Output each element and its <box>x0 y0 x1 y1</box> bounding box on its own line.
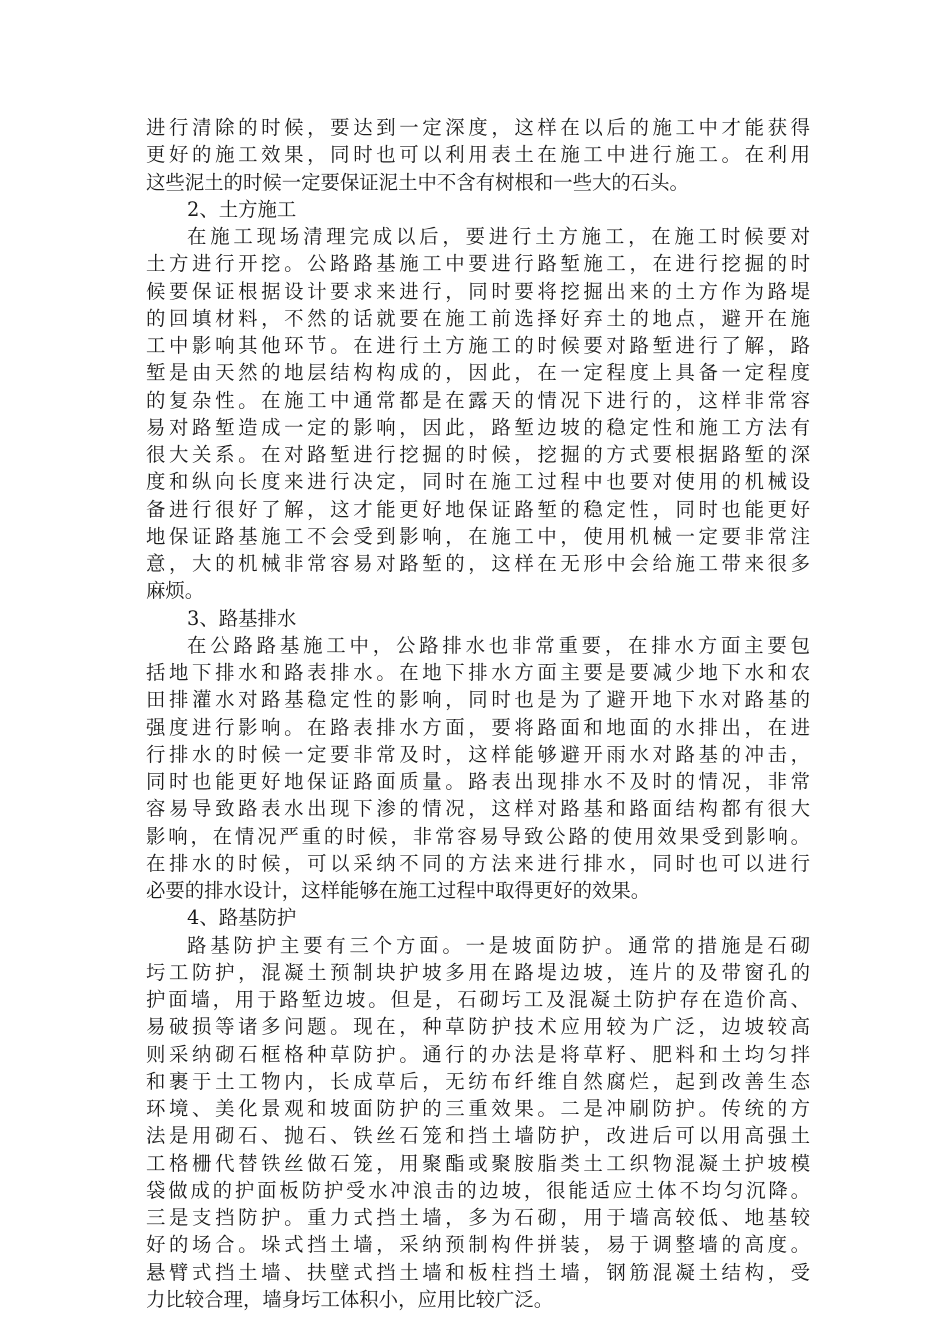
text-line: 更好的施工效果，同时也可以利用表土在施工中进行施工。在利用 <box>146 143 810 167</box>
text-line: 备进行很好了解，这才能更好地保证路堑的稳定性，同时也能更好 <box>146 497 810 521</box>
section-heading <box>146 196 810 223</box>
text-line: 在施工现场清理完成以后，要进行土方施工，在施工时候要对 <box>187 225 810 248</box>
text-line: 和裹于土工物内，长成草后，无纺布纤维自然腐烂，起到改善生态 <box>146 1069 810 1093</box>
text-line: 圬工防护，混凝土预制块护坡多用在路堤边坡，连片的及带窗孔的 <box>146 960 810 984</box>
text-line: 悬臂式挡土墙、扶壁式挡土墙和板柱挡土墙，钢筋混凝土结构，受 <box>146 1260 810 1284</box>
text-line: 易破损等诸多问题。现在，种草防护技术应用较为广泛，边坡较高 <box>146 1015 810 1039</box>
body-paragraph <box>146 632 810 905</box>
text-line: 在公路路基施工中，公路排水也非常重要，在排水方面主要包 <box>187 633 810 657</box>
body-paragraph <box>146 223 810 605</box>
text-line: 度和纵向长度来进行决定，同时在施工过程中也要对使用的机械设 <box>146 470 810 494</box>
text-line: 好的场合。垛式挡土墙，采纳预制构件拼装，易于调整墙的高度。 <box>146 1233 810 1257</box>
text-line: 护面墙，用于路堑边坡。但是，石砌圬工及混凝土防护存在造价高、 <box>146 988 810 1011</box>
text-line: 这些泥土的时候一定要保证泥土中不含有树根和一些大的石头。 <box>146 170 689 194</box>
text-line: 环境、美化景观和坡面防护的三重效果。二是冲刷防护。传统的方 <box>146 1097 810 1120</box>
text-line: 地保证路基施工不会受到影响，在施工中，使用机械一定要非常注 <box>146 524 810 548</box>
section-heading <box>146 605 810 632</box>
text-line: 堑是由天然的地层结构构成的，因此，在一定程度上具备一定程度 <box>146 361 810 385</box>
text-line: 土方进行开挖。公路路基施工中要进行路堑施工，在进行挖掘的时 <box>146 252 810 276</box>
text-line: 3、路基排水 <box>187 606 297 630</box>
text-line: 意，大的机械非常容易对路堑的，这样在无形中会给施工带来很多 <box>146 552 810 575</box>
text-line: 在排水的时候，可以采纳不同的方法来进行排水，同时也可以进行 <box>146 851 810 875</box>
text-line: 容易导致路表水出现下渗的情况，这样对路基和路面结构都有很大 <box>146 797 810 821</box>
text-line: 行排水的时候一定要非常及时，这样能够避开雨水对路基的冲击， <box>146 742 810 766</box>
text-line: 工中影响其他环节。在进行土方施工的时候要对路堑进行了解，路 <box>146 334 810 357</box>
text-line: 路基防护主要有三个方面。一是坡面防护。通常的措施是石砌 <box>187 933 810 957</box>
text-line: 的回填材料，不然的话就要在施工前选择好弃土的地点，避开在施 <box>146 306 810 330</box>
body-paragraph <box>146 932 810 1314</box>
text-line: 2、土方施工 <box>187 197 297 221</box>
text-line: 法是用砌石、抛石、铁丝石笼和挡土墙防护，改进后可以用高强土 <box>146 1124 810 1148</box>
text-line: 4、路基防护 <box>187 906 297 930</box>
text-line: 易对路堑造成一定的影响，因此，路堑边坡的稳定性和施工方法有 <box>146 415 810 439</box>
text-line: 则采纳砌石框格种草防护。通行的办法是将草籽、肥料和土均匀拌 <box>146 1042 810 1066</box>
text-line: 的复杂性。在施工中通常都是在露天的情况下进行的，这样非常容 <box>146 388 810 412</box>
text-line: 三是支挡防护。重力式挡土墙，多为石砌，用于墙高较低、地基较 <box>146 1206 810 1229</box>
text-line: 进行清除的时候，要达到一定深度，这样在以后的施工中才能获得 <box>146 116 810 139</box>
text-line: 田排灌水对路基稳定性的影响，同时也是为了避开地下水对路基的 <box>146 688 810 712</box>
text-line: 同时也能更好地保证路面质量。路表出现排水不及时的情况，非常 <box>146 770 810 793</box>
text-line: 力比较合理，墙身圬工体积小，应用比较广泛。 <box>146 1287 554 1311</box>
text-line: 候要保证根据设计要求来进行，同时要将挖掘出来的土方作为路堤 <box>146 279 810 303</box>
text-line: 强度进行影响。在路表排水方面，要将路面和地面的水排出，在进 <box>146 715 810 739</box>
text-line: 袋做成的护面板防护受水冲浪击的边坡，很能适应土体不均匀沉降。 <box>146 1178 810 1202</box>
text-line: 影响，在情况严重的时候，非常容易导致公路的使用效果受到影响。 <box>146 824 810 848</box>
section-heading <box>146 904 810 931</box>
text-line: 麻烦。 <box>146 579 205 603</box>
document-page <box>146 114 810 1313</box>
text-line: 很大关系。在对路堑进行挖掘的时候，挖掘的方式要根据路堑的深 <box>146 443 810 466</box>
text-line: 工格栅代替铁丝做石笼，用聚酯或聚胺脂类土工织物混凝土护坡模 <box>146 1151 810 1175</box>
text-line: 括地下排水和路表排水。在地下排水方面主要是要减少地下水和农 <box>146 661 810 684</box>
body-paragraph <box>146 114 810 196</box>
text-line: 必要的排水设计，这样能够在施工过程中取得更好的效果。 <box>146 879 651 902</box>
